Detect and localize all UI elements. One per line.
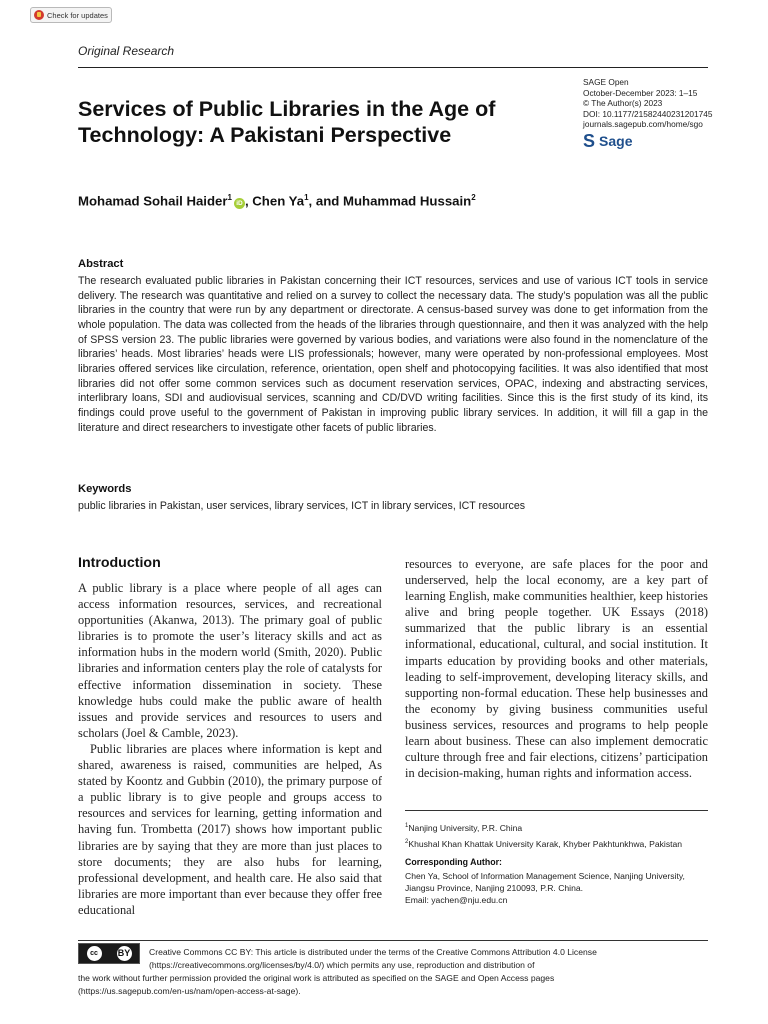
check-for-updates-button[interactable]: [30, 7, 112, 23]
author-separator: , and: [308, 193, 343, 209]
body-column-right: [405, 556, 708, 781]
affiliation-text: Khushal Khan Khattak University Karak, Khyber Pakhtunkhwa, Pakistan: [408, 838, 683, 849]
corresponding-email[interactable]: Email: yachen@nju.edu.cn: [405, 895, 508, 906]
corresponding-line: Jiangsu Province, Nanjing 210093, P.R. China.: [405, 883, 584, 894]
abstract-heading: Abstract: [78, 258, 124, 270]
keywords-text: public libraries in Pakistan, user services, library services, ICT in library services, ICT resources: [78, 500, 526, 512]
cc-icon: cc: [87, 946, 102, 961]
corresponding-line: Chen Ya, School of Information Management Science, Nanjing University,: [405, 871, 685, 881]
author-name: Muhammad Hussain: [342, 193, 472, 209]
keywords-heading: Keywords: [78, 483, 132, 495]
body-paragraph: Public libraries are places where information is kept and shared, awareness is raised, communities are helped, As stated by Koontz and Gubbin (2010), the primary purpose of a public library is to give people and groups access to resources and services for learning, getting information and having fun. Trombetta (2017) shows how important public libraries are by saying that they are more than just places to store documents; they are also hubs for learning, professional development, and health care. He also said that libraries are more important than ever because they offer free educational: [78, 741, 382, 917]
author-name: Chen Ya: [252, 193, 305, 209]
attribution-icon: BY: [117, 946, 132, 961]
affiliation-item: [405, 835, 710, 851]
check-for-updates-label: Check for updates: [47, 10, 108, 20]
affiliation-item: [405, 819, 710, 835]
body-paragraph: resources to everyone, are safe places for the poor and underserved, help the local economy, are a key part of learning English, make communities healthier, keep histories alive and bring people together. UK Essays (2018) summarized that the public library is an essential informational, educational, cultural, and social institution. It imparts education by providing books and other materials, leading to self-improvement, developing literacy skills, and supporting non-formal education. These help businesses and the economy by giving business communities useful business services, resources and programs to help people learn about business. These can also implement democratic culture through free and fair elections, citizens’ participation in decision-making, human rights and information access.: [405, 557, 708, 781]
article-title: Services of Public Libraries in the Age of Technology: A Pakistani Perspective: [78, 97, 496, 147]
body-column-left: [78, 580, 382, 918]
introduction-heading: Introduction: [78, 555, 161, 571]
journal-issue: October-December 2023: 1–15: [583, 87, 698, 98]
section-label: Original Research: [78, 44, 175, 58]
affiliation-mark: 1: [405, 823, 409, 829]
license-line[interactable]: (https://us.sagepub.com/en-us/nam/open-access-at-sage).: [78, 986, 301, 997]
crossmark-icon: [34, 10, 44, 20]
orcid-icon[interactable]: iD: [234, 198, 245, 209]
journal-url[interactable]: journals.sagepub.com/home/sgo: [583, 119, 703, 130]
license-line[interactable]: (https://creativecommons.org/licenses/by/4.0/) which permits any use, reproduction and distribution of: [149, 960, 535, 971]
body-paragraph: A public library is a place where people of all ages can access information resources, services, and recreational opportunities (Akanwa, 2013). The primary goal of public libraries is to promote the user’s literacy skills and act as information hubs in the modern world (Smith, 2020). Public libraries and information centers play the role of catalysts for effective information dissemination in society. These knowledge hubs could make the public aware of health issues and provide services and resources to users and scholars (Joel & Camble, 2023).: [78, 581, 382, 740]
copyright: © The Author(s) 2023: [583, 98, 663, 109]
affiliation-text: Nanjing University, P.R. China: [408, 822, 523, 833]
license-line: the work without further permission provided the original work is attributed as specified on the SAGE and Open Access pages: [78, 973, 555, 984]
header-rule: [78, 67, 708, 68]
footnote-rule: [405, 810, 708, 811]
doi[interactable]: DOI: 10.1177/21582440231201745: [583, 108, 713, 119]
sage-wordmark: Sage: [599, 133, 633, 149]
affiliation-mark: 2: [405, 838, 409, 845]
corresponding-author-details: [405, 870, 715, 907]
sage-s-icon: S: [583, 131, 596, 151]
sage-logo: [583, 132, 632, 150]
author-list: [78, 193, 476, 209]
journal-name: SAGE Open: [583, 77, 629, 87]
author-affiliation-mark: 1: [304, 193, 309, 202]
author-separator: ,: [244, 193, 253, 209]
license-line: Creative Commons CC BY: This article is distributed under the terms of the Creative Commons Attribution 4.0 License: [149, 947, 597, 957]
author-affiliation-mark: 2: [471, 193, 476, 202]
license-text: [78, 946, 718, 998]
abstract-text: The research evaluated public libraries in Pakistan concerning their ICT resources, services and use of various ICT tools in service delivery. The research was quantitative and relied on a survey to collect the necessary data. The study’s population was all the public libraries in the country that were run by any department or directorate. A census-based survey was done to get information from the whole population. The data was collected from the heads of the libraries through questionnaire, and then it was analyzed with the help of SPSS version 23. The public libraries were governed by various bodies, and variations were also found in the nomenclature of the libraries’ heads. Most libraries’ heads were LIS professionals; however, many were operated by non-professional employees. Most libraries offered services like circulation, reference, orientation, open shelf and photocopying facilities. It was also identified that most libraries did not offer some common services such as document reservation services, OPAC, indexing and abstracting services, interlibrary loans, SDI and audiovisual services, scanning and CD/DVD writing facilities. Since this is the first study of its kind, its findings could prove useful to the government of Pakistan in improving public library services. In addition, it will fill a gap in the literature and direct researchers to investigate other facets of public libraries.: [78, 275, 708, 434]
journal-meta: [583, 77, 723, 130]
author-affiliation-mark: 1: [227, 193, 232, 202]
license-rule: [78, 940, 708, 941]
affiliations: [405, 819, 710, 851]
corresponding-author-heading: Corresponding Author:: [405, 857, 502, 867]
author-name: Mohamad Sohail Haider: [78, 193, 228, 209]
